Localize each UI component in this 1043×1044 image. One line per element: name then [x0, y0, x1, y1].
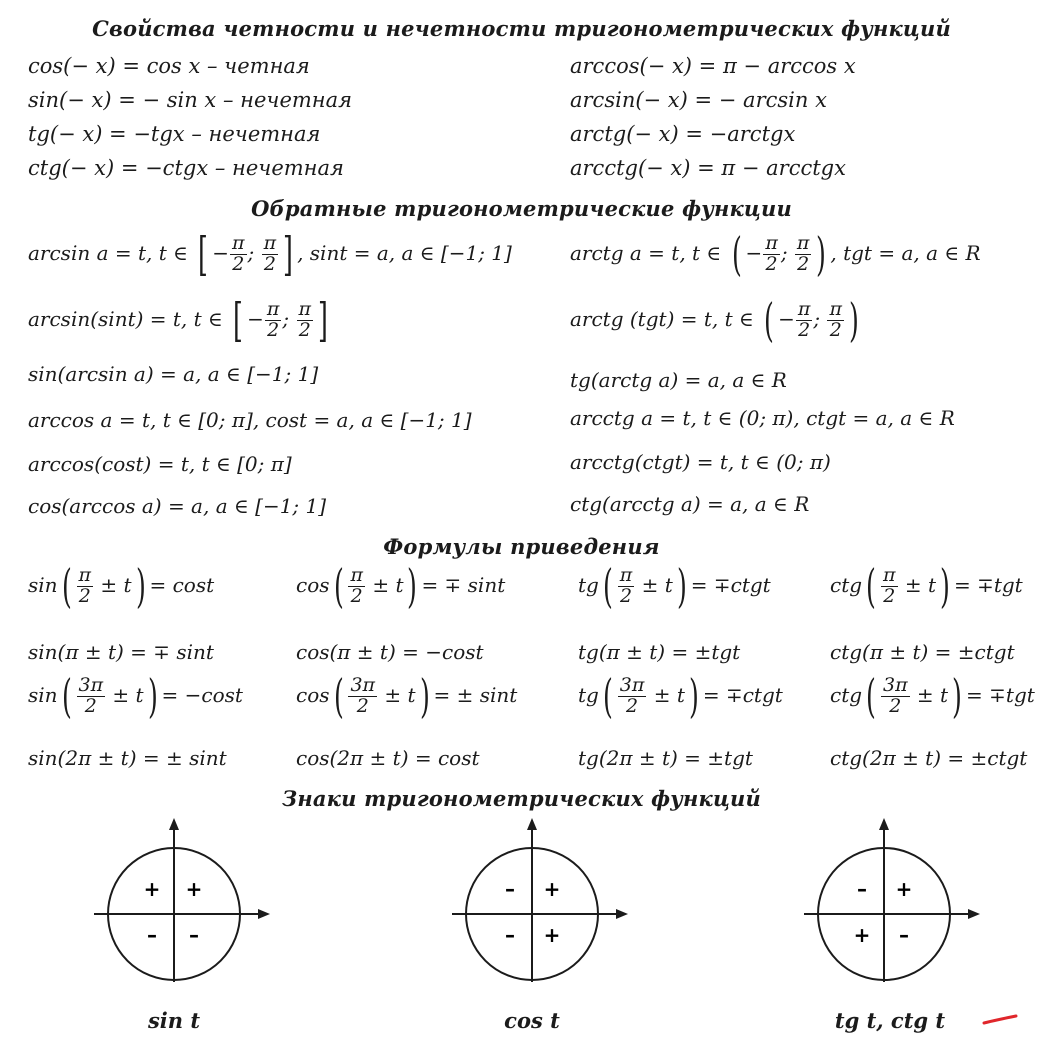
reduction-cos-three-half-pi: cos( $\frac{3\pi}{2}$ ± t) = ± sint: [296, 669, 518, 723]
arccos-of-cos: arccos(cost) = t, t ∈ [0; π]: [28, 452, 292, 476]
reduction-ctg-pi: ctg(π ± t) = ±ctgt: [830, 640, 1015, 664]
x-axis-arrow-icon: [968, 909, 980, 919]
parity-section-title: Свойства четности и нечетности тригонометрических функций: [92, 16, 951, 41]
reduction-tg-pi: tg(π ± t) = ±tgt: [578, 640, 741, 664]
reduction-ctg-three-half-pi: ctg( $\frac{3\pi}{2}$ ± t) = ∓tgt: [830, 669, 1035, 723]
arcsin-parity-formula: arcsin(− x) = − arcsin x: [570, 88, 827, 112]
cos-of-arccos: cos(arccos a) = a, a ∈ [−1; 1]: [28, 494, 327, 518]
quadrant-4-sign: –: [899, 923, 909, 947]
quadrant-3-sign: +: [853, 923, 871, 947]
quadrant-4-sign: +: [543, 923, 561, 947]
reduction-sin-two-pi: sin(2π ± t) = ± sint: [28, 746, 227, 770]
arctg-of-tg: arctg (tgt) = t, t ∈ ( − $\frac{\pi}{2}$ ; $\frac{\pi}{2}$ ): [570, 293, 859, 347]
reduction-cos-pi: cos(π ± t) = −cost: [296, 640, 484, 664]
quadrant-3-sign: –: [505, 923, 515, 947]
arccos-parity-formula: arccos(− x) = π − arccos x: [570, 54, 856, 78]
quadrant-1-sign: +: [895, 877, 913, 901]
reduction-sin-pi: sin(π ± t) = ∓ sint: [28, 640, 214, 664]
arcctg-parity-formula: arcctg(− x) = π − arcctgx: [570, 156, 846, 180]
quadrant-1-sign: +: [543, 877, 561, 901]
quadrant-2-sign: –: [857, 877, 867, 901]
ctg-of-arcctg: ctg(arcctg a) = a, a ∈ R: [570, 492, 810, 516]
red-pen-mark: [982, 1012, 1022, 1028]
pen-stroke: [984, 1016, 1016, 1023]
reduction-sin-half-pi: sin( $\frac{\pi}{2}$ ± t) = cost: [28, 559, 215, 613]
x-axis-arrow-icon: [258, 909, 270, 919]
cos-sign-diagram: [448, 818, 628, 988]
sin-diagram-label: sin t: [147, 1008, 201, 1033]
inverse-section-title: Обратные тригонометрические функции: [251, 196, 792, 221]
arcctg-of-ctg: arcctg(ctgt) = t, t ∈ (0; π): [570, 450, 831, 474]
reduction-ctg-two-pi: ctg(2π ± t) = ±ctgt: [830, 746, 1028, 770]
ctg-parity-formula: ctg(− x) = −ctgx – нечетная: [28, 156, 344, 180]
reduction-ctg-half-pi: ctg( $\frac{\pi}{2}$ ± t) = ∓tgt: [830, 559, 1023, 613]
reduction-sin-three-half-pi: sin( $\frac{3\pi}{2}$ ± t) = −cost: [28, 669, 243, 723]
arctg-definition: arctg a = t, t ∈ ( − $\frac{\pi}{2}$ ; $\frac{\pi}{2}$ ) , tgt = a, a ∈ R: [570, 227, 981, 281]
y-axis-arrow-icon: [879, 818, 889, 830]
y-axis-arrow-icon: [169, 818, 179, 830]
reduction-tg-two-pi: tg(2π ± t) = ±tgt: [578, 746, 753, 770]
quadrant-2-sign: +: [143, 877, 161, 901]
quadrant-4-sign: –: [189, 923, 199, 947]
arcctg-definition: arcctg a = t, t ∈ (0; π), ctgt = a, a ∈ R: [570, 406, 955, 430]
quadrant-2-sign: –: [505, 877, 515, 901]
tg-of-arctg: tg(arctg a) = a, a ∈ R: [570, 368, 787, 392]
reduction-tg-half-pi: tg( $\frac{\pi}{2}$ ± t) = ∓ctgt: [578, 559, 771, 613]
reduction-tg-three-half-pi: tg( $\frac{3\pi}{2}$ ± t) = ∓ctgt: [578, 669, 783, 723]
sin-parity-formula: sin(− x) = − sin x – нечетная: [28, 88, 353, 112]
reduction-cos-half-pi: cos( $\frac{\pi}{2}$ ± t) = ∓ sint: [296, 559, 506, 613]
quadrant-3-sign: –: [147, 923, 157, 947]
quadrant-1-sign: +: [185, 877, 203, 901]
arctg-parity-formula: arctg(− x) = −arctgx: [570, 122, 796, 146]
reduction-cos-two-pi: cos(2π ± t) = cost: [296, 746, 480, 770]
sin-sign-diagram: [90, 818, 270, 988]
cos-diagram-label: cos t: [504, 1008, 560, 1033]
y-axis-arrow-icon: [527, 818, 537, 830]
arcsin-definition: arcsin a = t, t ∈ [ − $\frac{\pi}{2}$ ; $\frac{\pi}{2}$ ] , sint = a, a ∈ [−1; 1]: [28, 227, 512, 281]
reduction-section-title: Формулы приведения: [383, 534, 660, 559]
tg-sign-diagram: [800, 818, 980, 988]
arcsin-of-sin: arcsin(sint) = t, t ∈ [ − $\frac{\pi}{2}$ ; $\frac{\pi}{2}$ ]: [28, 293, 328, 347]
x-axis-arrow-icon: [616, 909, 628, 919]
cos-parity-formula: cos(− x) = cos x – четная: [28, 54, 310, 78]
arccos-definition: arccos a = t, t ∈ [0; π], cost = a, a ∈ [−1; 1]: [28, 408, 472, 432]
sin-of-arcsin: sin(arcsin a) = a, a ∈ [−1; 1]: [28, 362, 319, 386]
tg-parity-formula: tg(− x) = −tgx – нечетная: [28, 122, 321, 146]
tg-ctg-diagram-label: tg t, ctg t: [834, 1008, 946, 1033]
signs-section-title: Знаки тригонометрических функций: [282, 786, 761, 811]
